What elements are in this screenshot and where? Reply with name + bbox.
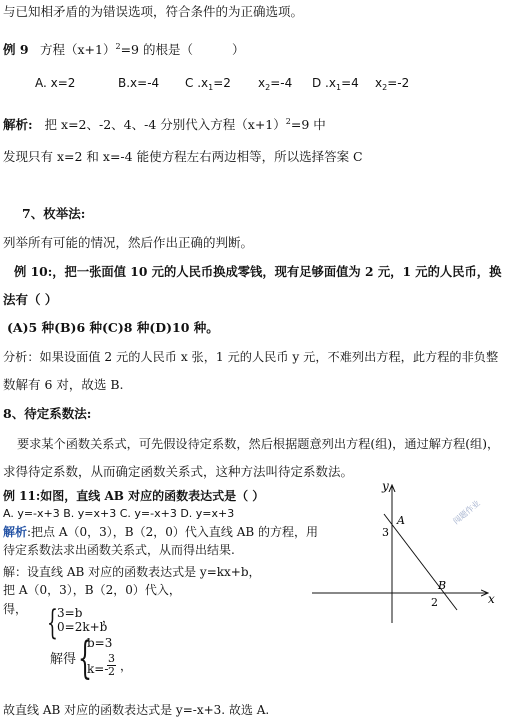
- point-a-label: A: [397, 514, 405, 527]
- system-1-eq-2: 0=2k+b: [57, 620, 108, 634]
- option-b: B.x=-4: [118, 76, 160, 90]
- final-answer: 故直线 AB 对应的函数表达式是 y=-x+3. 故选 A.: [3, 703, 270, 717]
- section-8-desc-1: 要求某个函数关系式，可先假设待定系数，然后根据题意列出方程(组)，通过解方程(组)，: [17, 437, 500, 451]
- example-10-analysis-2: 数解有 6 对，故选 B.: [3, 377, 124, 392]
- system-2-fraction: $\frac{3}{2}$: [108, 652, 115, 678]
- example-9-label: 例 9: [3, 42, 29, 57]
- solution-line-3: 得，: [3, 602, 28, 616]
- jiede-label: 解得: [50, 652, 77, 667]
- option-d: D $.x_1=4$: [312, 76, 359, 92]
- system-1-comma: ，: [102, 611, 115, 625]
- example-10-question: 例 10:，把一张面值 10 元的人民币换成零钱，现有足够面值为 2 元，1 元的人民币，换: [14, 264, 502, 279]
- section-7-heading: 7、枚举法:: [22, 206, 86, 221]
- section-7-desc: 列举所有可能的情况，然后作出正确的判断。: [3, 235, 254, 250]
- example-11-options: A. y=-x+3 B. y=x+3 C. y=-x+3 D. y=x+3: [3, 507, 235, 520]
- section-8-desc-2: 求得待定系数，从而确定函数关系式，这种方法叫待定系数法。: [3, 464, 354, 479]
- example-11-analysis-1: 解析:把点 A（0，3），B（2，0）代入直线 AB 的方程，用: [3, 525, 319, 539]
- example-11-question: 例 11:如图，直线 AB 对应的函数表达式是（ ）: [3, 489, 265, 503]
- y-axis-label: y: [382, 479, 389, 493]
- option-c-x2: $x_2=-4$: [258, 76, 293, 92]
- system-1-brace: {: [47, 603, 58, 643]
- system-1-eq-1: 3=b: [57, 606, 83, 620]
- point-b-label: B: [438, 579, 447, 592]
- option-c: C $.x_1=2$: [185, 76, 231, 92]
- system-2-comma: ，: [120, 659, 133, 673]
- x-axis-label: x: [488, 592, 495, 606]
- tick-2-label: 2: [431, 596, 438, 609]
- coordinate-graph: [302, 478, 512, 628]
- example-9-close: ）: [232, 42, 245, 57]
- option-a: A. x=2: [35, 76, 76, 90]
- solution-line-1: 解：设直线 AB 对应的函数表达式是 y=kx+b，: [3, 565, 261, 579]
- example-11-analysis-2: 待定系数法求出函数关系式，从而得出结果.: [3, 543, 235, 557]
- watermark: 闯题作业: [451, 498, 482, 527]
- example-10-question-2: 法有（ ）: [3, 292, 58, 307]
- analysis-line-2: 发现只有 x=2 和 x=-4 能使方程左右两边相等，所以选择答案 C: [3, 149, 363, 164]
- option-d-x2: $x_2=-2$: [375, 76, 410, 92]
- example-9-question: 方程$(x+1)^2=9$ 的根是（: [40, 42, 193, 57]
- system-2-eq-2: k=-: [87, 662, 109, 676]
- intro-line: 与已知相矛盾的为错误选项，符合条件的为正确选项。: [3, 4, 304, 19]
- example-10-options: (A)5 种(B)6 种(C)8 种(D)10 种。: [7, 320, 219, 335]
- system-2-brace: {: [78, 633, 92, 684]
- system-2-eq-1: b=3: [87, 636, 113, 650]
- section-8-heading: 8、待定系数法:: [3, 406, 92, 421]
- solution-line-2: 把 A（0，3），B（2，0）代入，: [3, 583, 181, 597]
- line-ab: [384, 514, 457, 610]
- tick-3-label: 3: [382, 526, 389, 539]
- analysis-line-1: 解析: 把 x=2、-2、4、-4 分别代入方程$(x+1)^2=9$ 中: [3, 117, 326, 132]
- example-10-analysis-1: 分析：如果设面值 2 元的人民币 x 张，1 元的人民币 y 元，不难列出方程，此方程的非负整: [3, 350, 499, 364]
